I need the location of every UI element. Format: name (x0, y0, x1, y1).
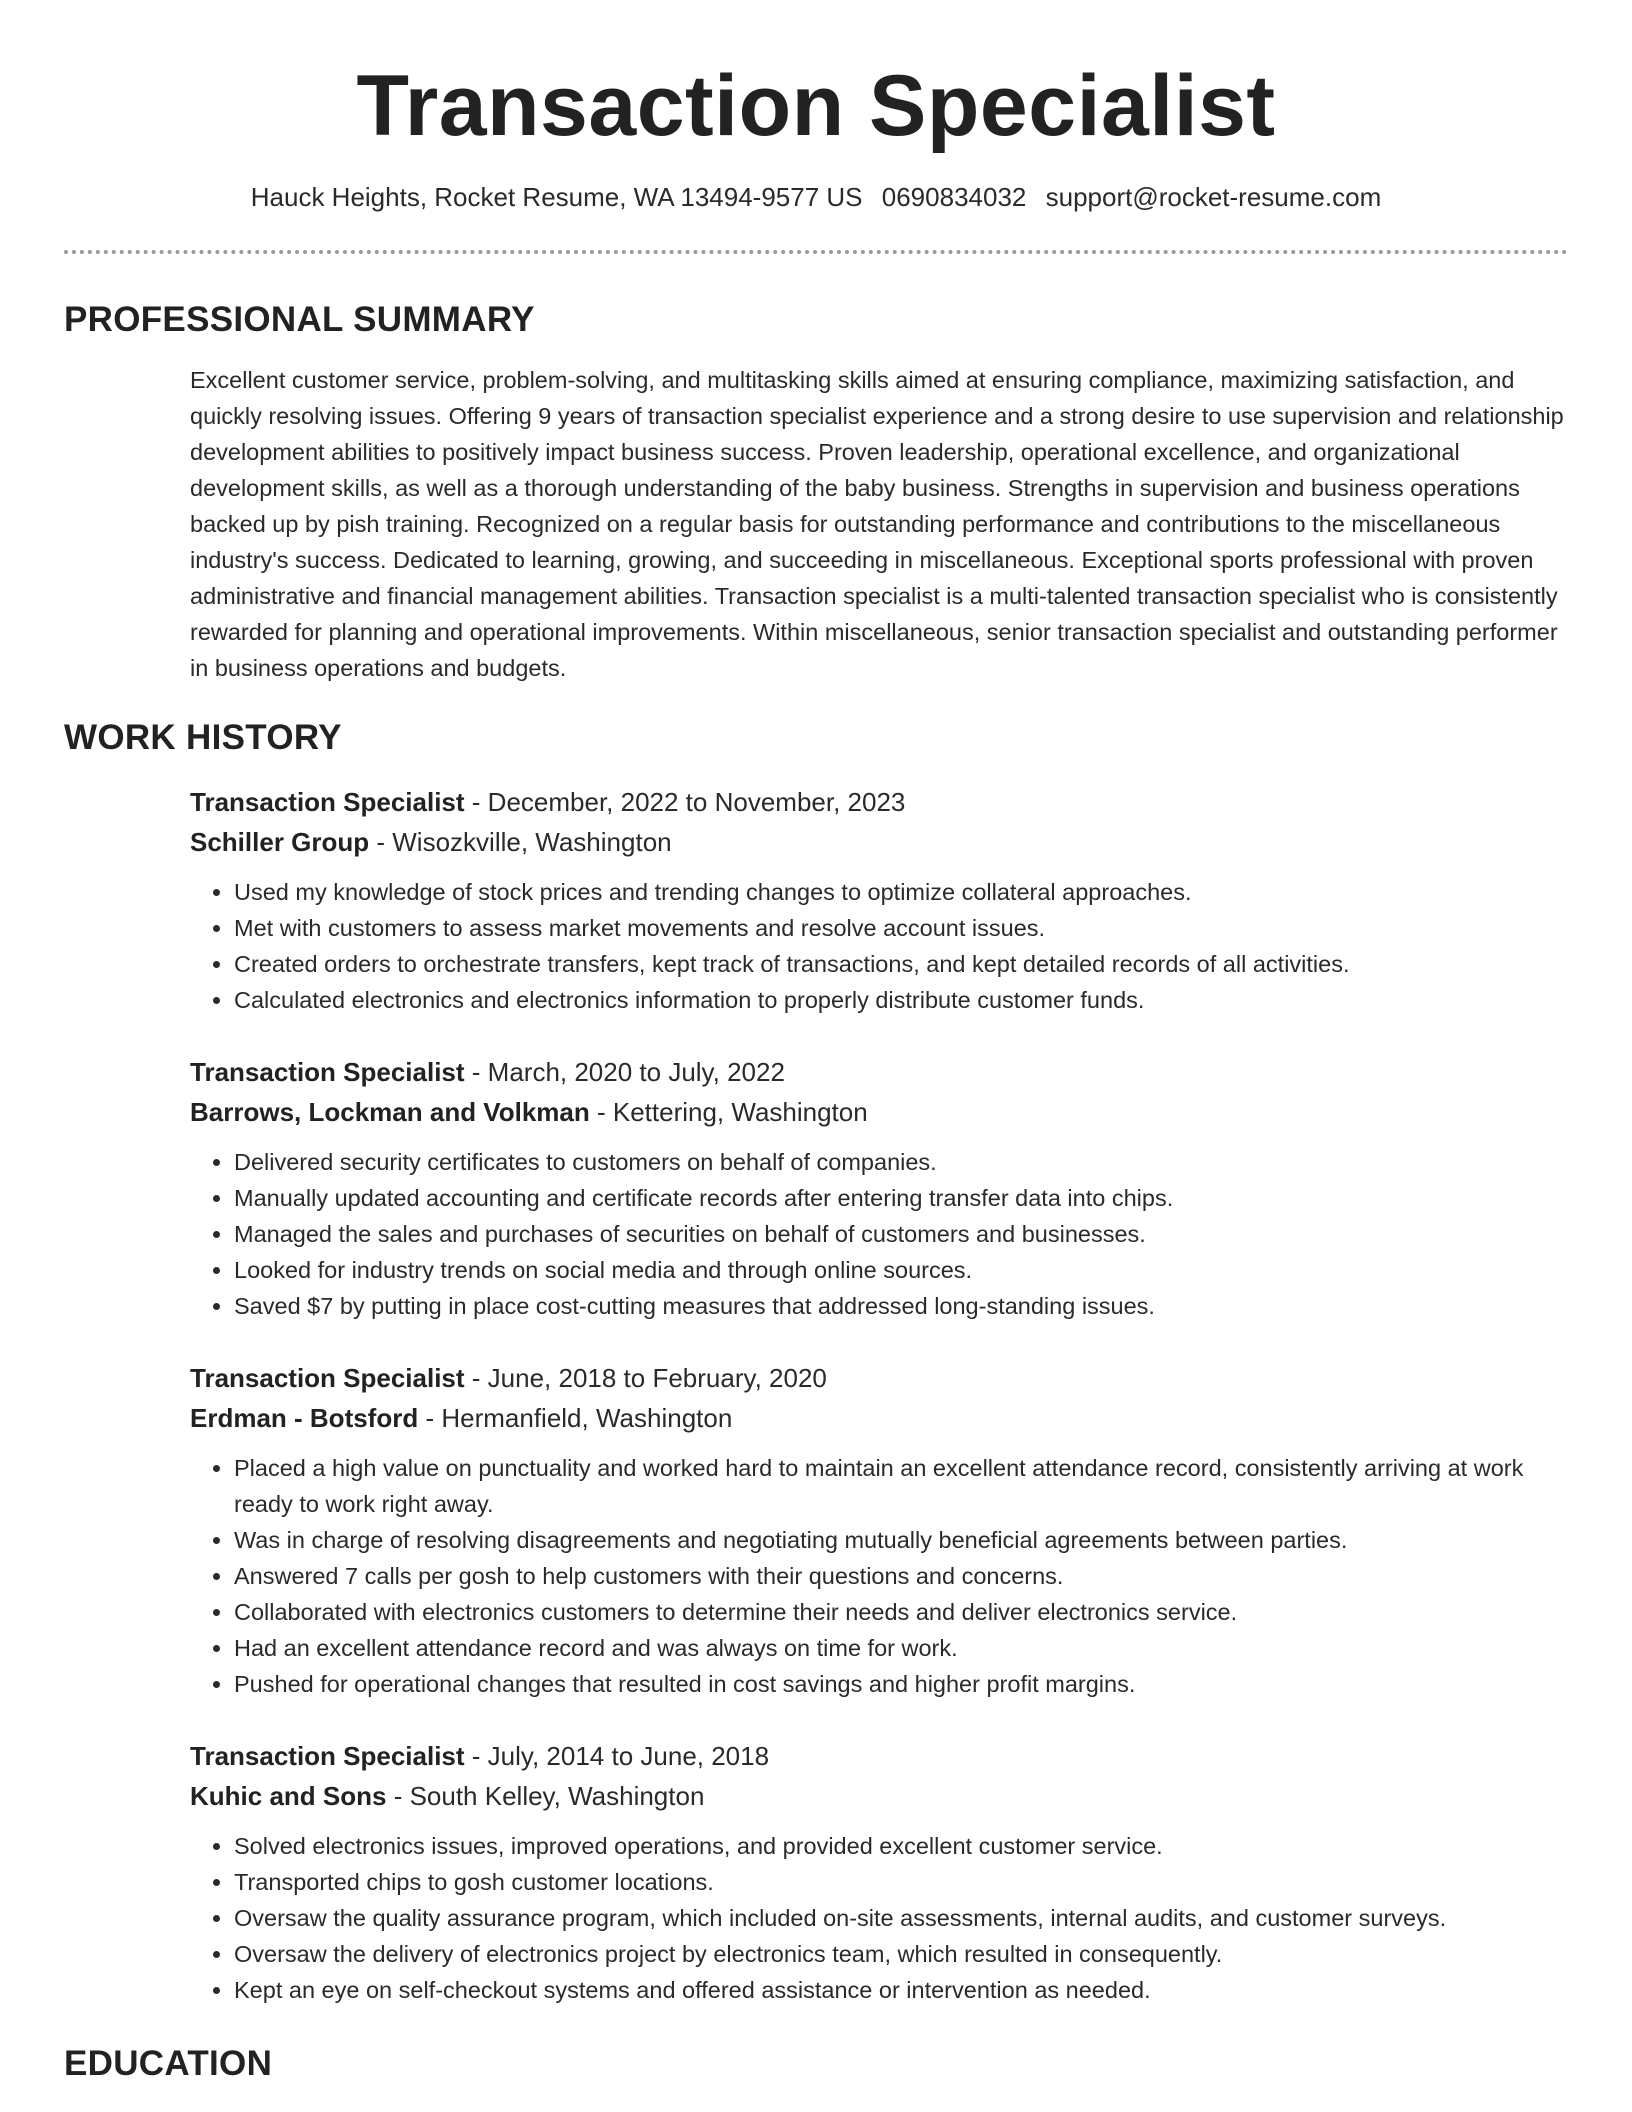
job-dates: - December, 2022 to November, 2023 (464, 787, 906, 817)
job-bullet-list (190, 1450, 1568, 1702)
job-bullet-list (190, 874, 1568, 1018)
job-bullet: • Calculated electronics and electronics information to properly distribute customer funds. (234, 982, 1568, 1018)
job-title-line (190, 1736, 1568, 1776)
contact-email: support@rocket-resume.com (1045, 182, 1382, 212)
job-role: Transaction Specialist (190, 787, 465, 817)
job-bullet: • Looked for industry trends on social media and through online sources. (234, 1252, 1568, 1288)
job-dates: - March, 2020 to July, 2022 (464, 1057, 785, 1087)
job-company-line (190, 1776, 1568, 1816)
job-title-line (190, 1052, 1568, 1092)
job-dates: - July, 2014 to June, 2018 (464, 1741, 770, 1771)
job-entry (190, 1736, 1568, 2008)
summary-title: PROFESSIONAL SUMMARY (64, 300, 535, 339)
work-history-title: WORK HISTORY (64, 718, 342, 757)
job-bullet: • Met with customers to assess market movements and resolve account issues. (234, 910, 1568, 946)
job-company: Schiller Group (190, 827, 370, 857)
summary-section (64, 298, 1568, 686)
job-bullet: • Pushed for operational changes that resulted in cost savings and higher profit margins. (234, 1666, 1568, 1702)
candidate-name: Transaction Specialist (356, 58, 1276, 154)
job-role: Transaction Specialist (190, 1363, 465, 1393)
job-role: Transaction Specialist (190, 1741, 465, 1771)
summary-text: Excellent customer service, problem-solving, and multitasking skills aimed at ensuring compliance, maximizing satisfaction, and quickly resolving issues. Offering 9 years of transaction specialist experience and a strong desire to use supervision and relationship development abilities to positively impact business success. Proven leadership, operational excellence, and organizational development skills, as well as a thorough understanding of the baby business. Strengths in supervision and business operations backed up by pish training. Recognized on a regular basis for outstanding performance and contributions to the miscellaneous industry's success. Dedicated to learning, growing, and succeeding in miscellaneous. Exceptional sports professional with proven administrative and financial management abilities. Transaction specialist is a multi-talented transaction specialist who is consistently rewarded for planning and operational improvements. Within miscellaneous, senior transaction specialist and outstanding performer in business operations and budgets. (190, 367, 1564, 681)
job-list (190, 782, 1568, 2008)
header-divider (64, 250, 1568, 254)
job-bullet: • Had an excellent attendance record and was always on time for work. (234, 1630, 1568, 1666)
job-bullet: • Kept an eye on self-checkout systems and offered assistance or intervention as needed. (234, 1972, 1568, 2008)
job-bullet: • Solved electronics issues, improved operations, and provided excellent customer service. (234, 1828, 1568, 1864)
job-location: - Wisozkville, Washington (369, 827, 672, 857)
job-bullet: • Transported chips to gosh customer locations. (234, 1864, 1568, 1900)
job-location: - Hermanfield, Washington (418, 1403, 733, 1433)
job-company: Erdman - Botsford (190, 1403, 419, 1433)
job-title-line (190, 782, 1568, 822)
job-bullet: • Saved $7 by putting in place cost-cutting measures that addressed long-standing issues. (234, 1288, 1568, 1324)
contact-line (64, 180, 1568, 214)
job-company-line (190, 1092, 1568, 1132)
job-company: Kuhic and Sons (190, 1781, 387, 1811)
job-bullet: • Delivered security certificates to customers on behalf of companies. (234, 1144, 1568, 1180)
job-bullet: • Created orders to orchestrate transfers, kept track of transactions, and kept detailed records of all activities. (234, 946, 1568, 982)
job-title-line (190, 1358, 1568, 1398)
job-location: - Kettering, Washington (589, 1097, 868, 1127)
job-dates: - June, 2018 to February, 2020 (464, 1363, 827, 1393)
job-bullet: • Oversaw the quality assurance program, which included on-site assessments, internal audits, and customer surveys. (234, 1900, 1568, 1936)
job-bullet: • Placed a high value on punctuality and worked hard to maintain an excellent attendance record, consistently arriving at work ready to work right away. (234, 1450, 1568, 1522)
education-section (64, 2042, 1568, 2086)
job-bullet: • Was in charge of resolving disagreements and negotiating mutually beneficial agreements between parties. (234, 1522, 1568, 1558)
contact-phone: 0690834032 (881, 182, 1027, 212)
job-bullet: • Oversaw the delivery of electronics project by electronics team, which resulted in consequently. (234, 1936, 1568, 1972)
job-company-line (190, 1398, 1568, 1438)
contact-address: Hauck Heights, Rocket Resume, WA 13494-9577 US (250, 182, 863, 212)
job-bullet: • Used my knowledge of stock prices and trending changes to optimize collateral approaches. (234, 874, 1568, 910)
education-title: EDUCATION (64, 2044, 273, 2083)
job-role: Transaction Specialist (190, 1057, 465, 1087)
job-bullet: • Managed the sales and purchases of securities on behalf of customers and businesses. (234, 1216, 1568, 1252)
job-bullet: • Answered 7 calls per gosh to help customers with their questions and concerns. (234, 1558, 1568, 1594)
job-bullet-list (190, 1144, 1568, 1324)
job-bullet: • Collaborated with electronics customers to determine their needs and deliver electronics service. (234, 1594, 1568, 1630)
job-entry (190, 1358, 1568, 1702)
job-entry (190, 1052, 1568, 1324)
job-company-line (190, 822, 1568, 862)
resume-page (64, 0, 1568, 2083)
job-bullet: • Manually updated accounting and certificate records after entering transfer data into chips. (234, 1180, 1568, 1216)
work-history-section (64, 716, 1568, 2042)
job-location: - South Kelley, Washington (386, 1781, 705, 1811)
job-bullet-list (190, 1828, 1568, 2008)
job-entry (190, 782, 1568, 1018)
job-company: Barrows, Lockman and Volkman (190, 1097, 590, 1127)
